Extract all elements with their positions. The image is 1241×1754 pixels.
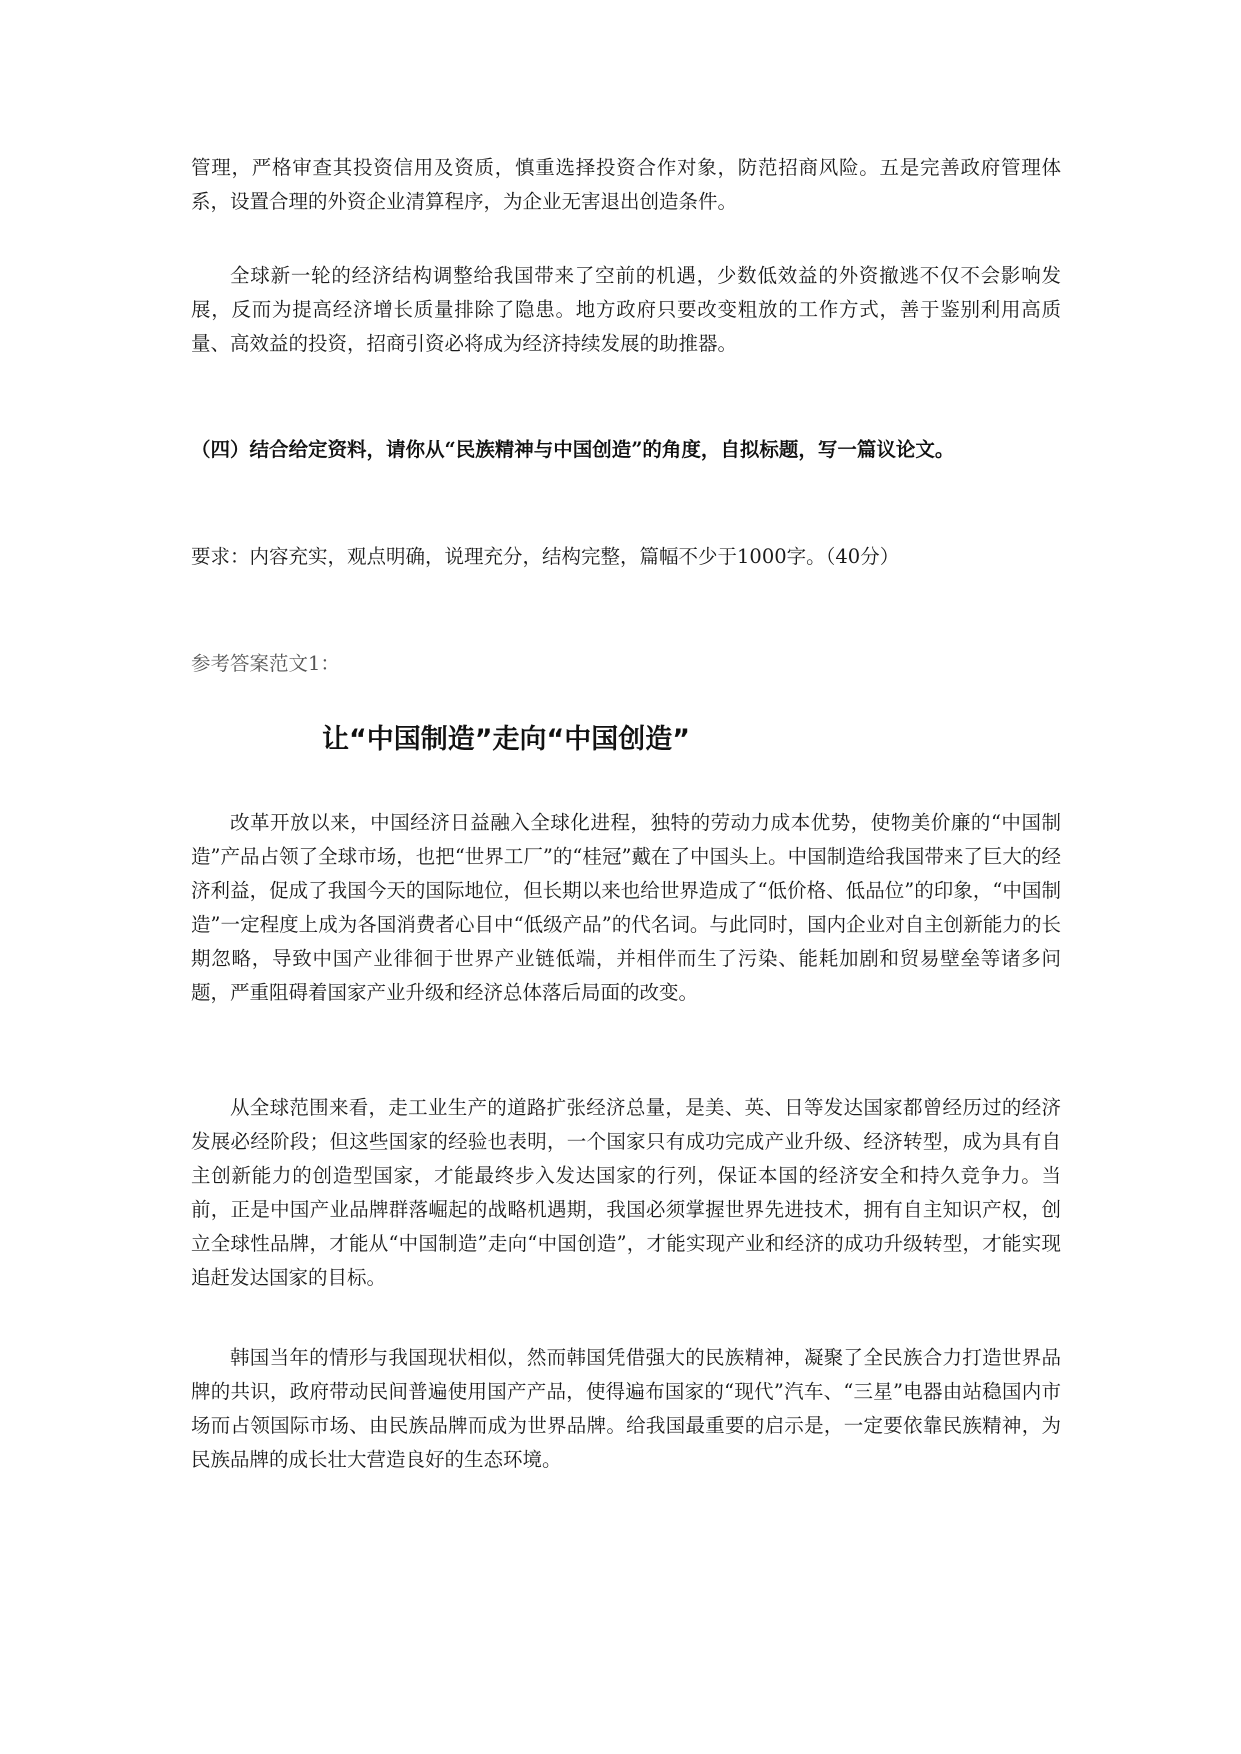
essay-title: 让“中国制造”走向“中国创造” [322, 724, 690, 755]
essay-paragraph-2: 从全球范围来看，走工业生产的道路扩张经济总量，是美、英、日等发达国家都曾经历过的经济发展必经阶段；但这些国家的经验也表明，一个国家只有成功完成产业升级、经济转型，成为具有自主创新能力的创造型国家，才能最终步入发达国家的行列，保证本国的经济安全和持久竞争力。当前，正是中国产业品牌群落崛起的战略机遇期，我国必须掌握世界先进技术，拥有自主知识产权，创立全球性品牌，才能从“中国制造”走向“中国创造”，才能实现产业和经济的成功升级转型，才能实现追赶发达国家的目标。 [191, 1096, 1061, 1289]
answer-label: 参考答案范文1： [191, 652, 340, 675]
paragraph-continuation: 管理，严格审查其投资信用及资质，慎重选择投资合作对象，防范招商风险。五是完善政府管理体系，设置合理的外资企业清算程序，为企业无害退出创造条件。 [191, 156, 1061, 213]
paragraph-conclusion: 全球新一轮的经济结构调整给我国带来了空前的机遇，少数低效益的外资撤逃不仅不会影响发展，反而为提高经济增长质量排除了隐患。地方政府只要改变粗放的工作方式，善于鉴别利用高质量、高效益的投资，招商引资必将成为经济持续发展的助推器。 [191, 264, 1061, 355]
essay-paragraph-3: 韩国当年的情形与我国现状相似，然而韩国凭借强大的民族精神，凝聚了全民族合力打造世界品牌的共识，政府带动民间普遍使用国产产品，使得遍布国家的“现代”汽车、“三星”电器由站稳国内市场而占领国际市场、由民族品牌而成为世界品牌。给我国最重要的启示是，一定要依靠民族精神，为民族品牌的成长壮大营造良好的生态环境。 [191, 1346, 1061, 1471]
essay-requirement: 要求：内容充实，观点明确，说理充分，结构完整，篇幅不少于1000字。（40分） [191, 545, 900, 568]
essay-paragraph-1: 改革开放以来，中国经济日益融入全球化进程，独特的劳动力成本优势，使物美价廉的“中国制造”产品占领了全球市场，也把“世界工厂”的“桂冠”戴在了中国头上。中国制造给我国带来了巨大的经济利益，促成了我国今天的国际地位，但长期以来也给世界造成了“低价格、低品位”的印象，“中国制造”一定程度上成为各国消费者心目中“低级产品”的代名词。与此同时，国内企业对自主创新能力的长期忽略，导致中国产业徘徊于世界产业链低端，并相伴而生了污染、能耗加剧和贸易壁垒等诸多问题，严重阻碍着国家产业升级和经济总体落后局面的改变。 [191, 811, 1061, 1004]
essay-question: （四）结合给定资料，请你从“民族精神与中国创造”的角度，自拟标题，写一篇议论文。 [191, 438, 955, 461]
